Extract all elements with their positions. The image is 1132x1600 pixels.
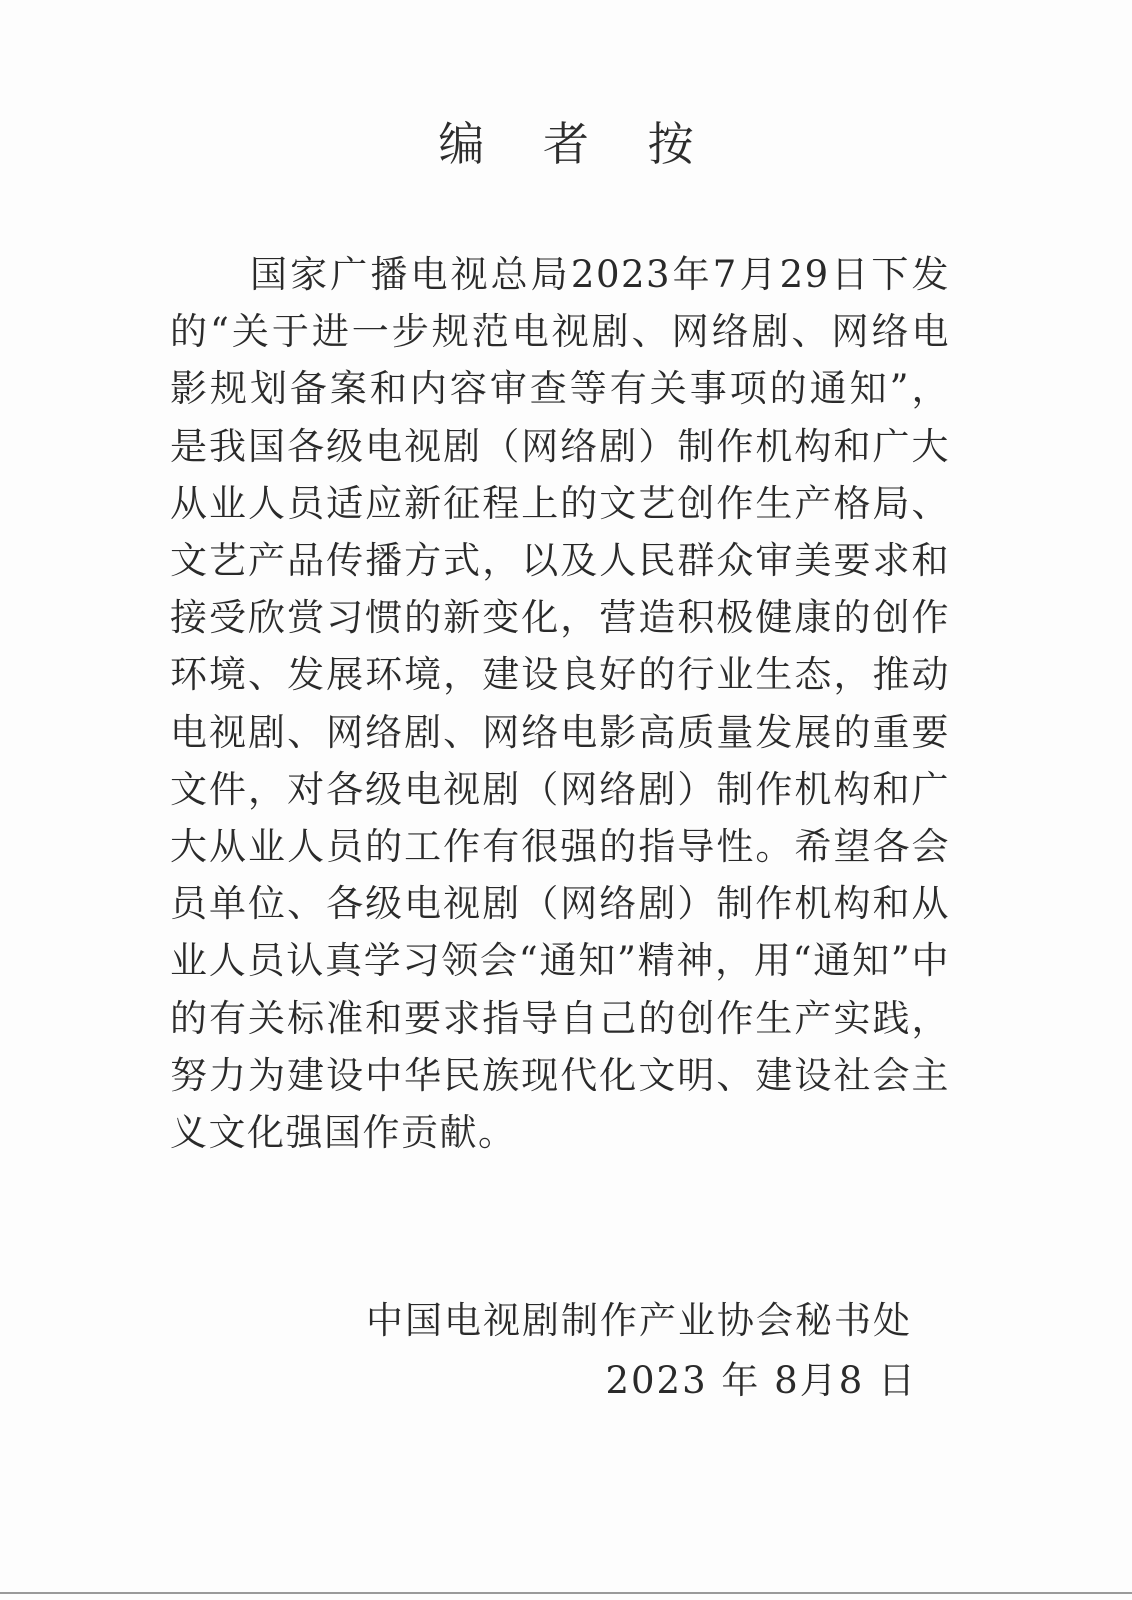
page-title: 编 者 按: [438, 117, 716, 171]
signature-date: 2023 年 8月8 日: [605, 1359, 917, 1402]
signature-org: 中国电视剧制作产业协会秘书处: [366, 1299, 912, 1342]
scan-edge-line: [0, 1592, 1132, 1594]
body-paragraph: 国家广播电视总局2023年7月29日下发的“关于进一步规范电视剧、网络剧、网络电影规划备案和内容审查等有关事项的通知”，是我国各级电视剧（网络剧）制作机构和广大从业人员适应新征程上的文艺创作生产格局、文艺产品传播方式，以及人民群众审美要求和接受欣赏习惯的新变化，营造积极健康的创作环境、发展环境，建设良好的行业生态，推动电视剧、网络剧、网络电影高质量发展的重要文件，对各级电视剧（网络剧）制作机构和广大从业人员的工作有很强的指导性。希望各会员单位、各级电视剧（网络剧）制作机构和从业人员认真学习领会“通知”精神，用“通知”中的有关标准和要求指导自己的创作生产实践，努力为建设中华民族现代化文明、建设社会主义文化强国作贡献。: [170, 253, 950, 1155]
